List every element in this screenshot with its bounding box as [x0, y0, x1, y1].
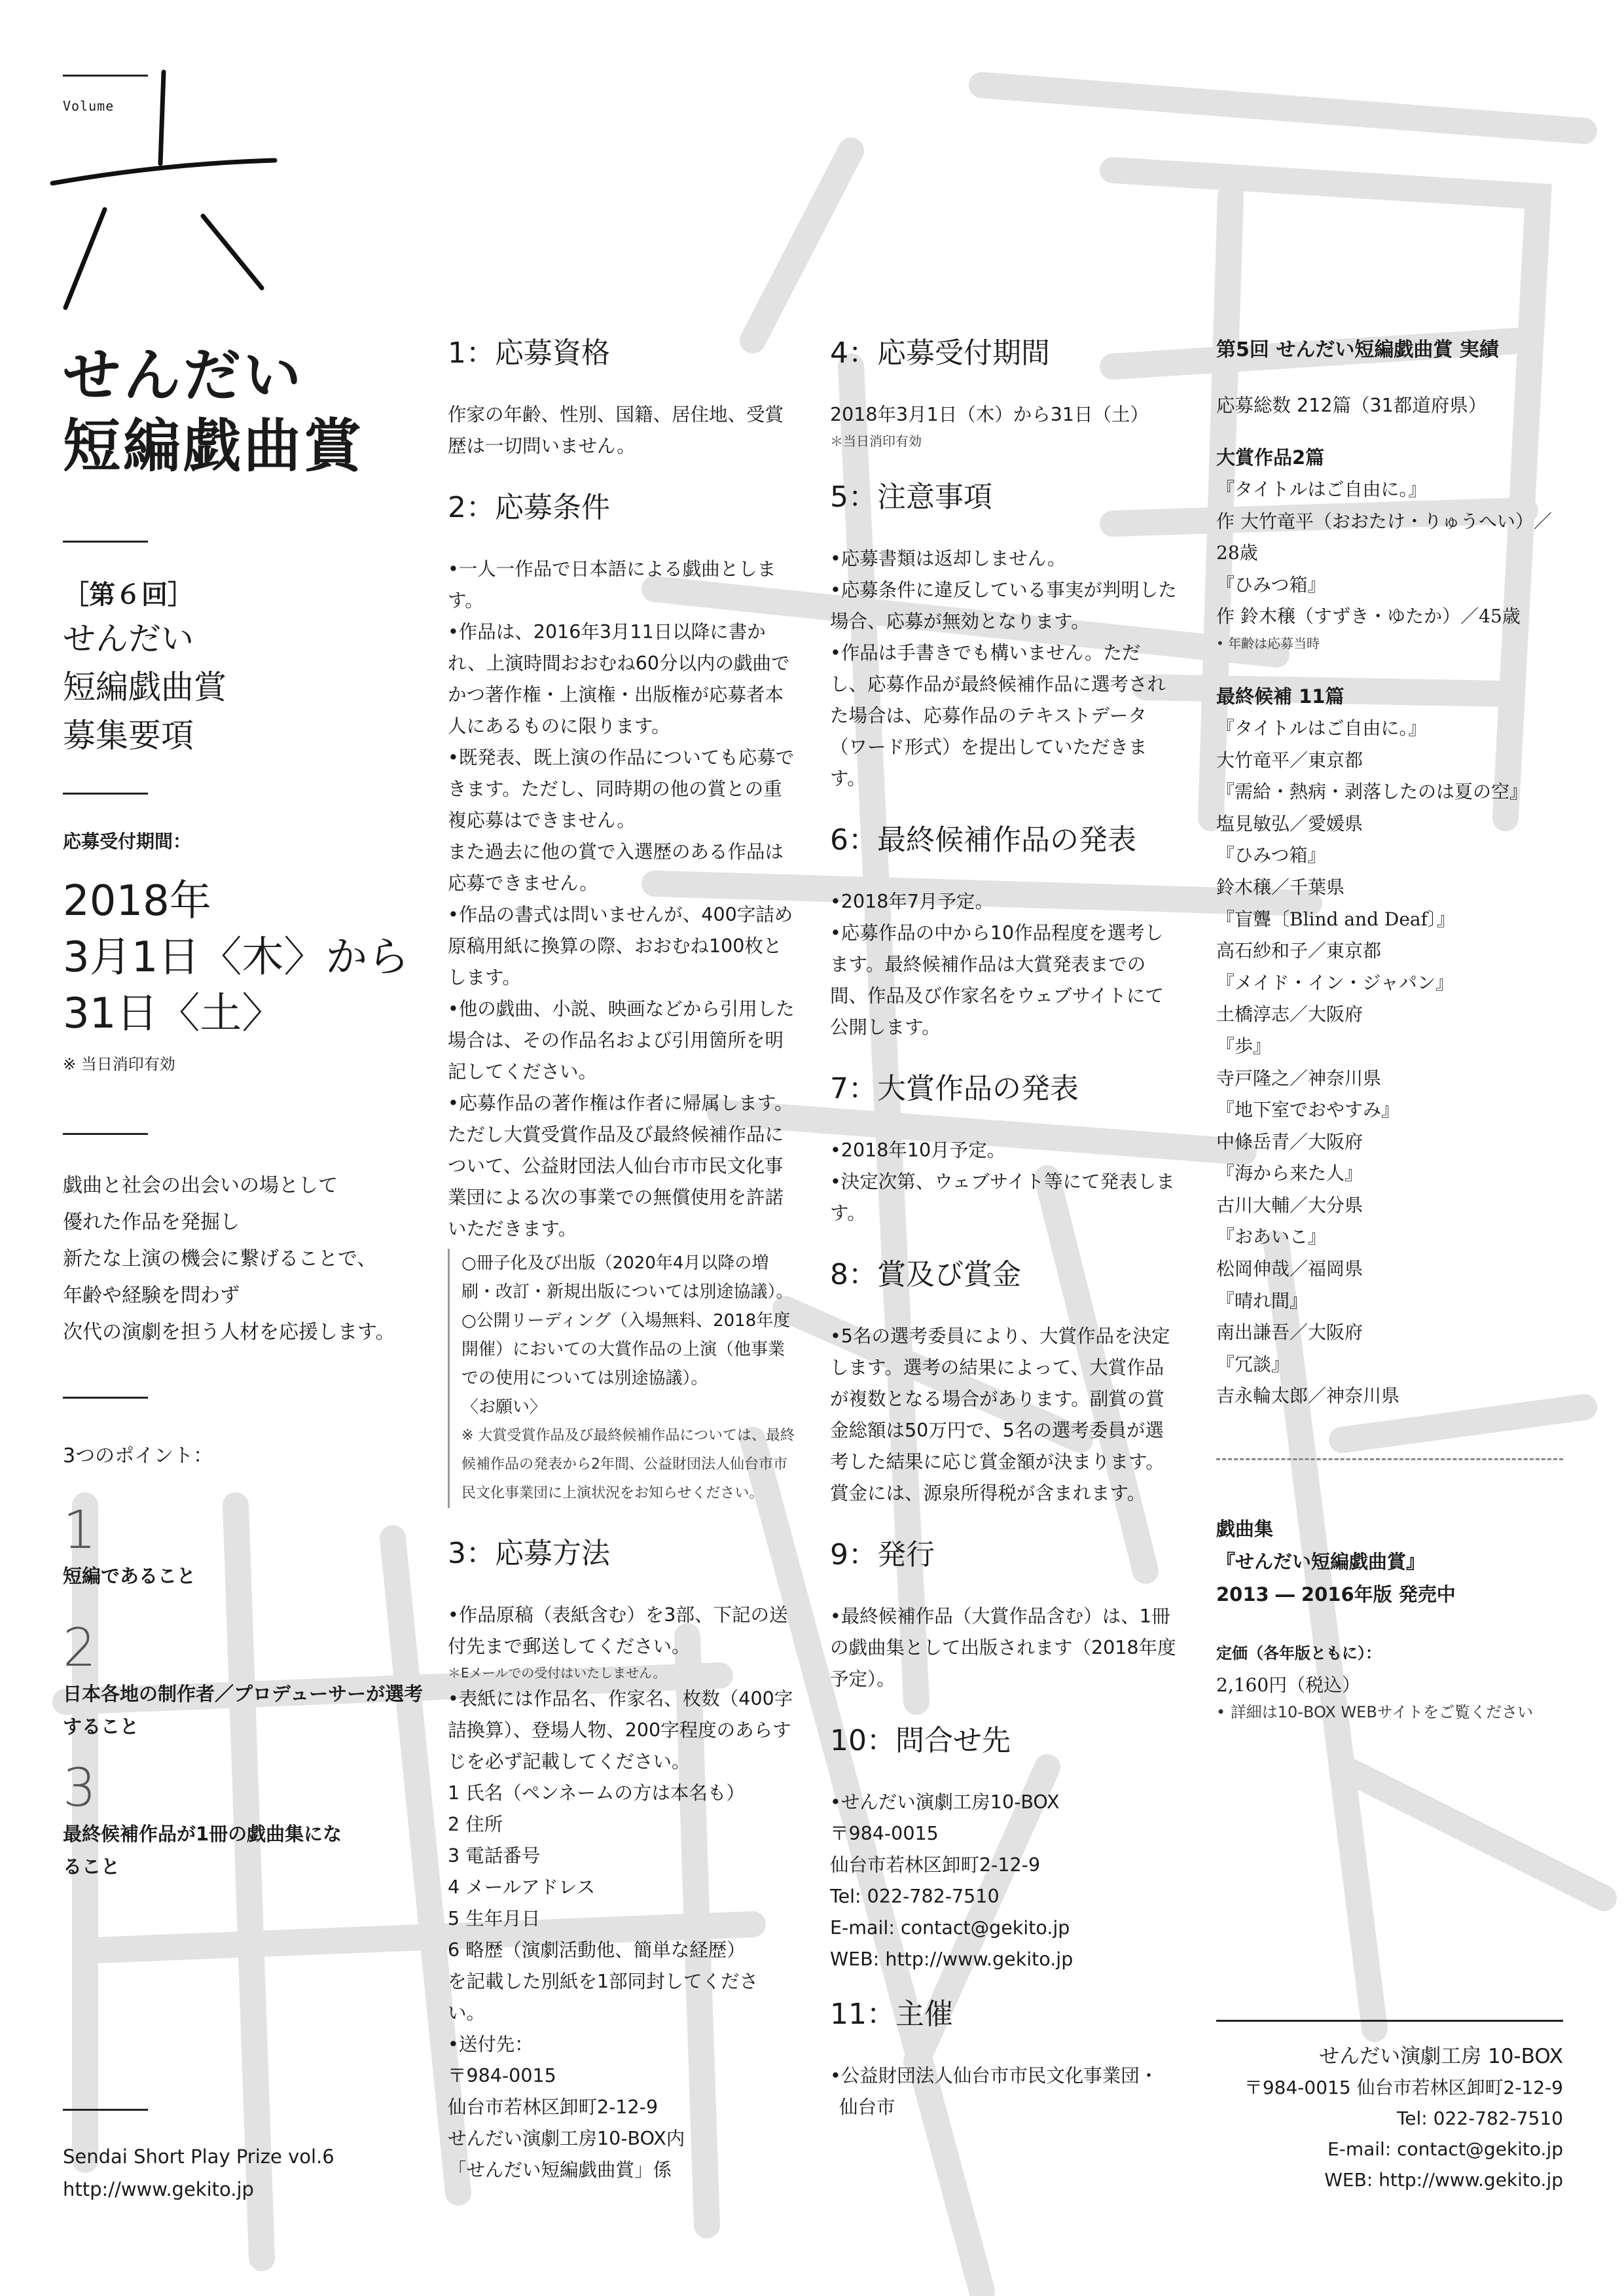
finalist-line: 『地下室でおやすみ』 — [1216, 1099, 1400, 1121]
list-item: •応募条件に違反している事実が判明した場合、応募が無効となります。 — [830, 579, 1177, 632]
subtitle-line: 募集要項 — [63, 717, 194, 755]
finalists-title: 最終候補 11篇 — [1216, 685, 1344, 708]
contact-email[interactable]: E-mail: contact@gekito.jp — [830, 1917, 1070, 1939]
footer-url[interactable]: http://www.gekito.jp — [63, 2178, 254, 2200]
divider — [63, 793, 148, 795]
finalist-line: 松岡伸哉／福岡県 — [1216, 1258, 1363, 1280]
finalist-line: 『海から来た人』 — [1216, 1162, 1363, 1185]
finalist-line: 『晴れ間』 — [1216, 1289, 1308, 1312]
period-year: 2018年 — [63, 877, 211, 925]
finalist-line: 大竹竜平／東京都 — [1216, 749, 1363, 771]
list-item: 2 住所 — [448, 1814, 503, 1835]
edition-tag: ［第６回］ — [63, 580, 194, 610]
grand-prize-title: 大賞作品2篇 — [1216, 446, 1325, 469]
contact-line: Tel: 022-782-7510 — [1396, 2108, 1563, 2129]
finalist-line: 『歩』 — [1216, 1035, 1272, 1057]
left-footer — [63, 2140, 334, 2206]
column-4 — [1216, 334, 1563, 1723]
list-item: •表紙には作品名、作家名、枚数（400字詰換算）、登場人物、200字程度のあらすじを必ず記載してください。 — [448, 1688, 793, 1772]
result-line: 作 大竹竜平（おおたけ・りゅうへい）／28歳 — [1216, 510, 1552, 564]
list-item: •他の戯曲、小説、映画などから引用した場合は、その作品名および引用箇所を明記してください。 — [448, 998, 795, 1083]
section-title: 8：賞及び賞金 — [830, 1258, 1021, 1291]
list-item: •既発表、既上演の作品についても応募できます。ただし、同時期の他の賞との重複応募はできません。 — [448, 747, 795, 831]
point-text: 日本各地の制作者／プロデューサーが選考すること — [63, 1683, 424, 1738]
list-item: 5 生年月日 — [448, 1908, 541, 1929]
list-item: •一人一作品で日本語による戯曲とします。 — [448, 558, 776, 611]
price-label: 定価（各年版ともに）： — [1216, 1644, 1381, 1663]
list-item: 1 氏名（ペンネームの方は本名も） — [448, 1782, 745, 1804]
list-item: •2018年7月予定。 — [830, 891, 994, 912]
section-title: 2：応募条件 — [448, 491, 610, 524]
contact-url[interactable]: WEB: http://www.gekito.jp — [1324, 2169, 1563, 2191]
list-item: を記載した別紙を1部同封してください。 — [448, 1971, 759, 2024]
list-item: また過去に他の賞で入選歴のある作品は応募できません。 — [448, 841, 784, 894]
column-2 — [448, 334, 795, 2186]
address-line: 仙台市若林区卸町2-12-9 — [448, 2096, 659, 2118]
divider — [63, 1397, 148, 1399]
book-line: 戯曲集 — [1216, 1518, 1274, 1541]
finalist-line: 中條岳青／大阪府 — [1216, 1130, 1363, 1153]
finalist-line: 寺戸隆之／神奈川県 — [1216, 1067, 1382, 1089]
contact-line: Tel: 022-782-7510 — [830, 1886, 1000, 1907]
mission-line: 次代の演劇を担う人材を応援します。 — [63, 1321, 395, 1344]
period-label: 応募受付期間： — [63, 831, 192, 852]
points-title: 3つのポイント： — [63, 1444, 213, 1467]
list-item: •作品は手書きでも構いません。ただし、応募作品が最終候補作品に選考された場合は、応募作品のテキストデータ（ワード形式）を提出していただきます。 — [830, 642, 1166, 789]
finalist-line: 『ひみつ箱』 — [1216, 844, 1326, 867]
mission-line: 優れた作品を発掘し — [63, 1211, 240, 1234]
usage-details — [448, 1249, 795, 1508]
organizer-line: •公益財団法人仙台市市民文化事業団・ — [830, 2065, 1159, 2087]
section-title: 10：問合せ先 — [830, 1724, 1011, 1757]
point-item — [63, 1619, 429, 1743]
list-item: •応募作品の著作権は作者に帰属します。ただし大賞受賞作品及び最終候補作品について、公益財団法人仙台市市民文化事業団による次の事業での無償使用を許諾いただきます。 — [448, 1092, 793, 1240]
divider — [63, 1133, 148, 1135]
finalist-line: 古川大輔／大分県 — [1216, 1194, 1363, 1216]
price: 2,160円（税込） — [1216, 1674, 1361, 1696]
contact-email[interactable]: E-mail: contact@gekito.jp — [1327, 2138, 1563, 2160]
divider — [1216, 2020, 1563, 2022]
list-item: ○冊子化及び出版（2020年4月以降の増刷・改訂・新規出版については別途協議）。 — [461, 1253, 793, 1302]
point-number: 1 — [63, 1499, 96, 1560]
organizer-line: 仙台市 — [839, 2096, 895, 2118]
list-item: 4 メールアドレス — [448, 1876, 596, 1898]
list-item: ○公開リーディング（入場無料、2018年度開催）においての大賞作品の上演（他事業での使用については別途協議）。 — [461, 1311, 791, 1388]
section-title: 1：応募資格 — [448, 336, 610, 370]
list-item: •応募書類は返却しません。 — [830, 548, 1066, 569]
contact-line: 仙台市若林区卸町2-12-9 — [830, 1854, 1041, 1876]
result-line: 『タイトルはご自由に。』 — [1216, 478, 1427, 500]
section-title: 3：応募方法 — [448, 1537, 610, 1570]
note: • 年齢は応募当時 — [1216, 635, 1320, 651]
main-title-line2: 短編戯曲賞 — [63, 412, 365, 480]
main-title-line1: せんだい — [63, 342, 304, 409]
finalist-line: 塩見敏弘／愛媛県 — [1216, 812, 1363, 834]
contact-line: 〒984-0015 — [830, 1823, 939, 1844]
contact-block — [1216, 2020, 1563, 2195]
book-line: 『せんだい短編戯曲賞』 — [1216, 1551, 1426, 1573]
period-end: 31日〈土〉 — [63, 990, 284, 1038]
finalist-line: 『メイド・イン・ジャパン』 — [1216, 971, 1454, 994]
address-line: せんだい演劇工房10-BOX内 — [448, 2128, 685, 2149]
list-item: •決定次第、ウェブサイト等にて発表します。 — [830, 1171, 1175, 1224]
list-item: 3 電話番号 — [448, 1845, 541, 1867]
left-column — [63, 340, 429, 1883]
result-line: 作 鈴木穣（すずき・ゆたか）／45歳 — [1216, 605, 1521, 628]
contact-line: 〒984-0015 仙台市若林区卸町2-12-9 — [1244, 2077, 1563, 2098]
finalist-line: 土橋淳志／大阪府 — [1216, 1003, 1363, 1026]
finalist-line: 高石紗和子／東京都 — [1216, 940, 1382, 962]
period-note: ※ 当日消印有効 — [63, 1055, 175, 1073]
section-title: 9：発行 — [830, 1538, 935, 1571]
results-heading: 第5回 せんだい短編戯曲賞 実績 — [1216, 338, 1499, 361]
list-item: •2018年10月予定。 — [830, 1139, 1006, 1161]
note: ＊Eメールでの受付はいたしません。 — [448, 1665, 666, 1681]
section-body: •最終候補作品（大賞作品含む）は、1冊の戯曲集として出版されます（2018年度予定）。 — [830, 1605, 1176, 1690]
list-item: 6 略歴（演劇活動他、簡単な経歴） — [448, 1939, 746, 1961]
list-item: 〈お願い〉 — [461, 1397, 547, 1417]
section-title: 7：大賞作品の発表 — [830, 1072, 1079, 1105]
divider — [63, 541, 148, 543]
section-title: 6：最終候補作品の発表 — [830, 823, 1136, 857]
address-line: 〒984-0015 — [448, 2065, 556, 2087]
price-note: • 詳細は10-BOX WEBサイトをご覧ください — [1216, 1702, 1534, 1721]
point-item — [63, 1501, 429, 1592]
finalist-line: 『おあいこ』 — [1216, 1226, 1327, 1248]
list-item: •作品の書式は問いませんが、400字詰め原稿用紙に換算の際、おおむね100枚とします。 — [448, 904, 793, 988]
point-text: 最終候補作品が1冊の戯曲集になること — [63, 1823, 342, 1878]
section-body: 作家の年齢、性別、国籍、居住地、受賞歴は一切問いません。 — [448, 404, 784, 457]
point-text: 短編であること — [63, 1565, 196, 1587]
finalist-line: 鈴木穣／千葉県 — [1216, 876, 1345, 898]
period-start: 3月1日〈木〉から — [63, 933, 410, 982]
note: ※ 大賞受賞作品及び最終候補作品については、最終候補作品の発表から2年間、公益財団法人仙台市市民文化事業団に上演状況をお知らせください。 — [461, 1427, 795, 1501]
finalist-line: 『冗談』 — [1216, 1353, 1290, 1375]
finalist-line: 南出謙吾／大阪府 — [1216, 1321, 1363, 1344]
list-item: •作品は、2016年3月11日以降に書かれ、上演時間おおむね60分以内の戯曲でかつ著作権・上演権・出版権が応募者本人にあるものに限ります。 — [448, 621, 790, 737]
subtitle-line: 短編戯曲賞 — [63, 668, 226, 706]
subtitle-line: せんだい — [63, 620, 194, 658]
list-item: •作品原稿（表紙含む）を3部、下記の送付先まで郵送してください。 — [448, 1604, 788, 1657]
list-item: •送付先： — [448, 2034, 533, 2055]
contact-line: •せんだい演劇工房10-BOX — [830, 1791, 1060, 1813]
contact-line: せんだい演劇工房 10-BOX — [1319, 2045, 1563, 2068]
point-number: 3 — [63, 1757, 96, 1818]
finalist-line: 吉永輪太郎／神奈川県 — [1216, 1385, 1400, 1407]
note: ＊当日消印有効 — [830, 433, 922, 449]
book-line: 2013 ― 2016年版 発売中 — [1216, 1583, 1456, 1606]
contact-url[interactable]: WEB: http://www.gekito.jp — [830, 1948, 1074, 1970]
volume-label: Volume — [63, 98, 115, 114]
footer-divider — [63, 2109, 148, 2111]
mission-line: 戯曲と社会の出会いの場として — [63, 1174, 338, 1197]
result-line: 『ひみつ箱』 — [1216, 573, 1326, 596]
finalist-line: 『タイトルはご自由に。』 — [1216, 717, 1427, 739]
dashed-divider — [1216, 1458, 1563, 1460]
mission-line: 年齢や経験を問わず — [63, 1284, 240, 1307]
section-body: •5名の選考委員により、大賞作品を決定します。選考の結果によって、大賞作品が複数となる場合があります。副賞の賞金総額は50万円で、5名の選考委員が選考した結果に応じ賞金額が決まります。賞金には、源泉所得税が含まれます。 — [830, 1325, 1170, 1504]
list-item: •応募作品の中から10作品程度を選考します。最終候補作品は大賞発表までの間、作品及び作家名をウェブサイトにて公開します。 — [830, 922, 1164, 1038]
point-number: 2 — [63, 1617, 96, 1678]
column-3 — [830, 334, 1177, 2123]
finalist-line: 『需給・熱病・剥落したのは夏の空』 — [1216, 781, 1528, 803]
finalist-line: 『盲聾〔Blind and Deaf〕』 — [1216, 908, 1455, 930]
section-title: 5：注意事項 — [830, 480, 992, 514]
point-item — [63, 1759, 429, 1883]
section-body: 2018年3月1日（木）から31日（土） — [830, 404, 1149, 425]
section-title: 4：応募受付期間 — [830, 336, 1050, 370]
address-line: 「せんだい短編戯曲賞」係 — [448, 2159, 672, 2181]
section-title: 11：主催 — [830, 1998, 953, 2031]
footer-prize-name: Sendai Short Play Prize vol.6 — [63, 2145, 334, 2168]
mission-line: 新たな上演の機会に繋げることで、 — [63, 1247, 377, 1270]
results-total: 応募総数 212篇（31都道府県） — [1216, 395, 1487, 416]
